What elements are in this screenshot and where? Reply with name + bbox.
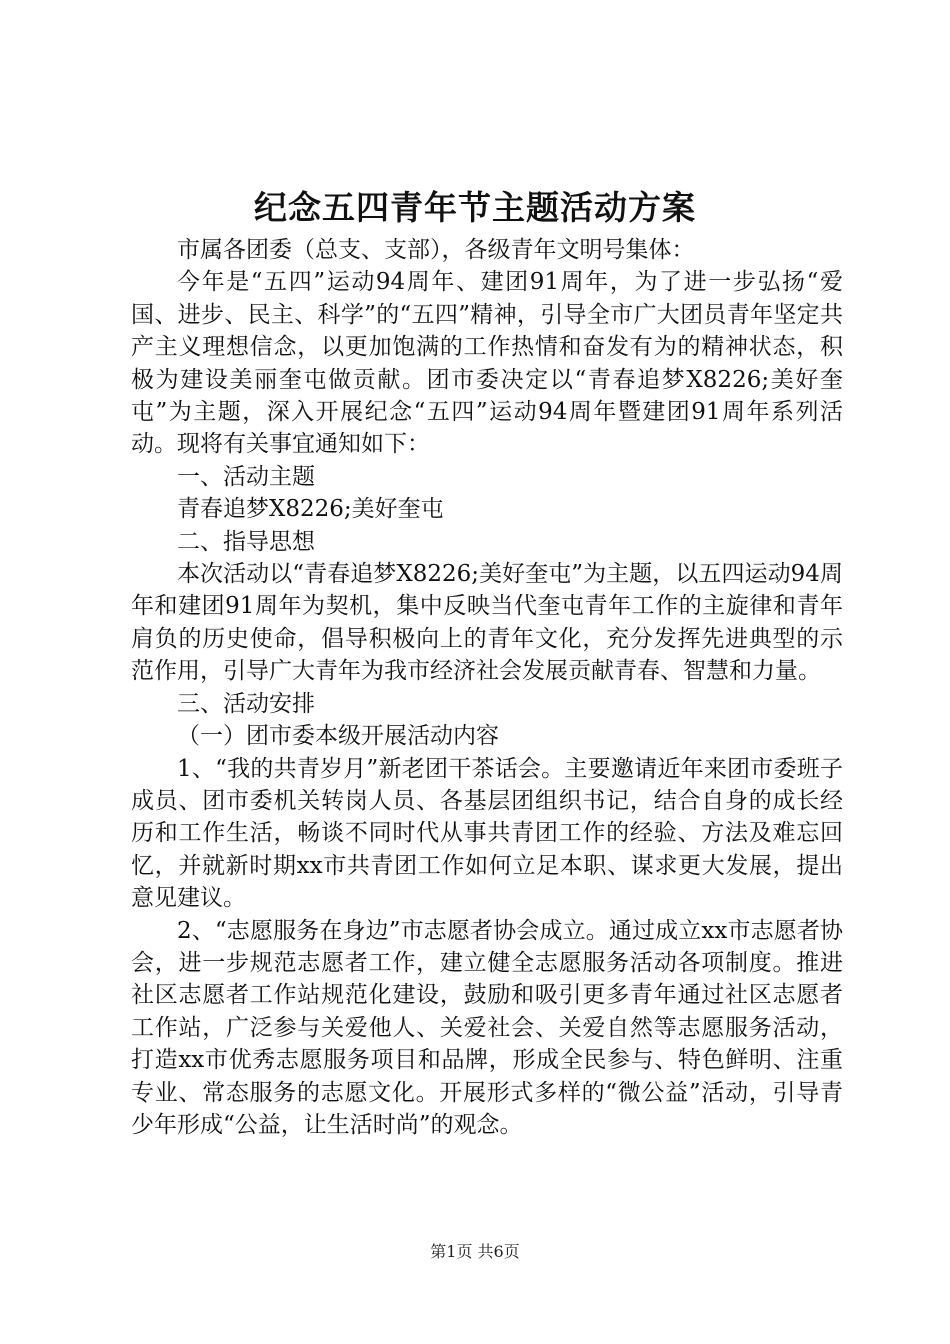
document-body — [131, 234, 843, 1141]
document-title: 纪念五四青年节主题活动方案 — [254, 188, 696, 227]
guiding-idea-paragraph: 本次活动以“青春追梦X8226;美好奎屯”为主题，以五四运动94周年和建团91周年为契机，集中反映当代奎屯青年工作的主旋律和青年肩负的历史使命，倡导积极向上的青年文化，充分发挥先进典型的示范作用，引导广大青年为我市经济社会发展贡献青春、智慧和力量。 — [131, 561, 843, 685]
activity-item-1: 1、“我的共青岁月”新老团干茶话会。主要邀请近年来团市委班子成员、团市委机关转岗人员、各基层团组织书记，结合自身的成长经历和工作生活，畅谈不同时代从事共青团工作的经验、方法及难忘回忆，并就新时期xx市共青团工作如何立足本职、谋求更大发展，提出意见建议。 — [131, 755, 843, 912]
section-heading-guiding-idea: 二、指导思想 — [177, 528, 315, 555]
salutation: 市属各团委（总支、支部），各级青年文明号集体： — [177, 237, 695, 263]
section-heading-arrangement: 三、活动安排 — [177, 690, 315, 717]
page-number: 第1页 共6页 — [430, 1242, 520, 1261]
theme-text: 青春追梦X8226;美好奎屯 — [177, 496, 444, 523]
section-heading-theme: 一、活动主题 — [177, 463, 315, 490]
activity-item-2: 2、“志愿服务在身边”市志愿者协会成立。通过成立xx市志愿者协会，进一步规范志愿者工作，建立健全志愿服务活动各项制度。推进社区志愿者工作站规范化建设，鼓励和吸引更多青年通过社区志愿者工作站，广泛参与关爱他人、关爱社会、关爱自然等志愿服务活动，打造xx市优秀志愿服务项目和品牌，形成全民参与、特色鲜明、注重专业、常态服务的志愿文化。开展形式多样的“微公益”活动，引导青少年形成“公益，让生活时尚”的观念。 — [131, 917, 843, 1138]
subsection-heading: （一）团市委本级开展活动内容 — [177, 723, 499, 750]
intro-paragraph: 今年是“五四”运动94周年、建团91周年，为了进一步弘扬“爱国、进步、民主、科学”的“五四”精神，引导全市广大团员青年坚定共产主义理想信念，以更加饱满的工作热情和奋发有为的精神状态，积极为建设美丽奎屯做贡献。团市委决定以“青春追梦X8226;美好奎屯”为主题，深入开展纪念“五四”运动94周年暨建团91周年系列活动。现将有关事宜通知如下： — [131, 269, 843, 458]
